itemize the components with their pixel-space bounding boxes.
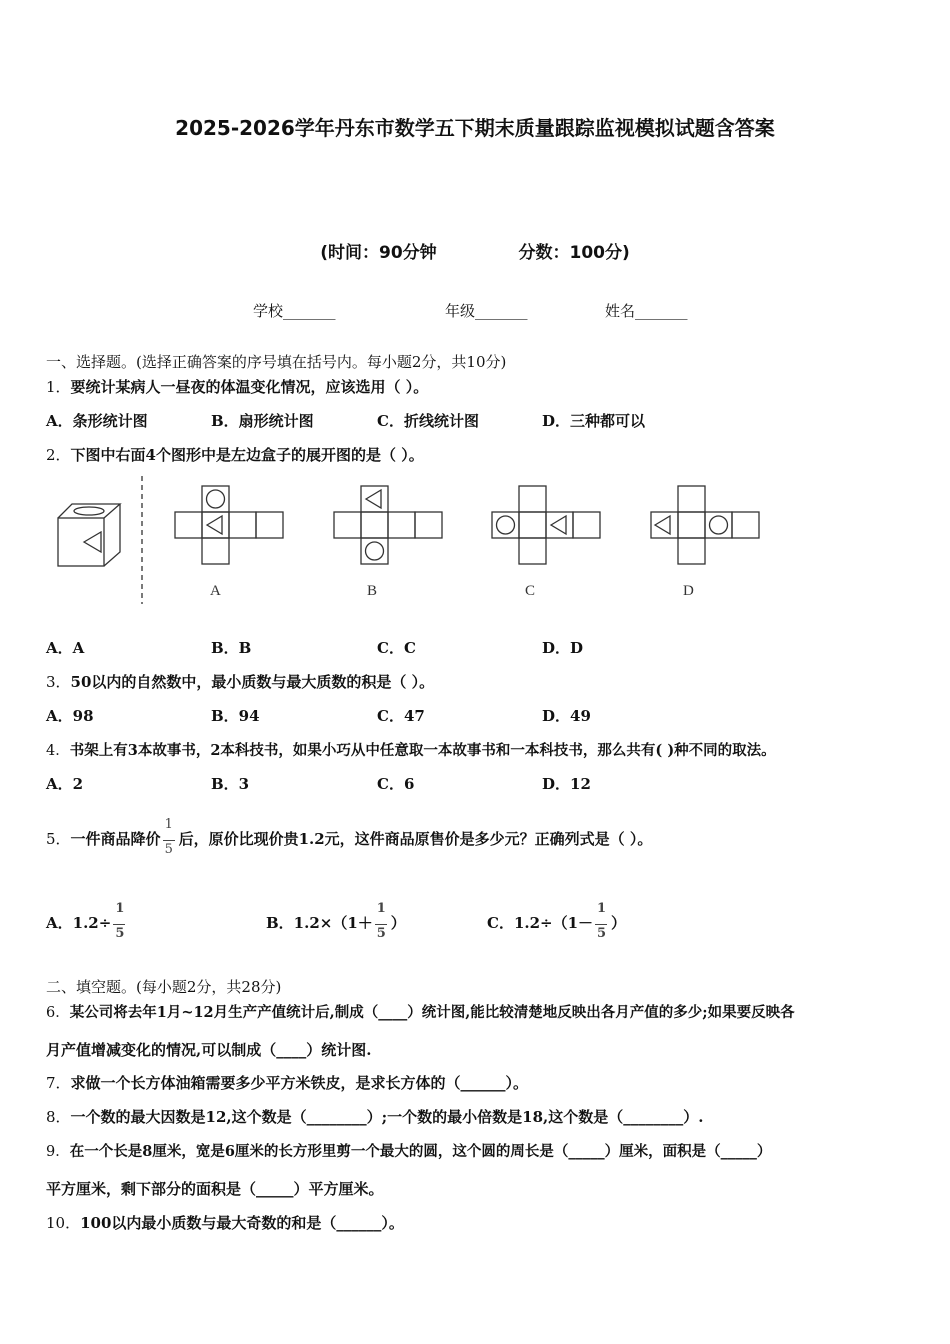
question-number: 1． [46,378,71,396]
q5-option-a[interactable]: A．1.2÷ $\frac{1}{5}$ [46,907,129,941]
question-9 [46,1140,771,1161]
question-number: 5． [46,830,71,848]
question-6-continued: 月产值增减变化的情况,可以制成（____）统计图. [46,1041,372,1059]
question-number: 8． [46,1108,71,1126]
page-title: 2025-2026学年丹东市数学五下期末质量跟踪监视模拟试题含答案 [175,116,775,140]
q1-option-c[interactable]: C．折线统计图 [377,412,479,430]
question-text-end: 后，原价比现价贵1.2元，这件商品原售价是多少元？正确列式是（ ）。 [178,830,653,848]
q3-option-a[interactable]: A．98 [46,707,94,725]
fraction-one-fifth: $\frac{1}{5}$ [376,901,386,941]
figure-label-c: C [525,583,536,599]
q3-option-b[interactable]: B．94 [211,707,260,725]
question-text: 某公司将去年1月~12月生产产值统计后,制成（____）统计图,能比较清楚地反映出各月产值的多少;如果要反映各 [69,1004,795,1021]
question-number: 2． [46,446,71,464]
q4-option-a[interactable]: A．2 [46,775,84,793]
q4-option-c[interactable]: C．6 [377,775,415,793]
question-number: 7． [46,1074,71,1092]
q4-option-d[interactable]: D．12 [542,775,591,793]
net-b [334,486,442,564]
question-10 [46,1212,404,1233]
question-number: 3． [46,673,71,691]
question-number: 4． [46,743,70,759]
q1-option-d[interactable]: D．三种都可以 [542,412,646,430]
figure-label-a: A [210,583,221,599]
question-5 [46,817,653,857]
figure-label-b: B [367,583,378,599]
question-text: 求做一个长方体油箱需要多少平方米铁皮，是求长方体的（______）。 [70,1074,529,1092]
q5-option-c[interactable]: C．1.2÷（1－ $\frac{1}{5}$ ） [487,901,627,941]
question-3 [46,671,434,692]
question-text: 下图中右面4个图形中是左边盒子的展开图的是（ ）。 [70,446,424,464]
fraction-one-fifth: $\frac{1}{5}$ [164,817,173,857]
q3-option-c[interactable]: C．47 [377,707,425,725]
section2-header: 二、填空题。(每小题2分，共28分) [46,978,282,996]
question-7 [46,1072,528,1093]
question-2 [46,444,424,465]
question-text: 100以内最小质数与最大奇数的和是（______）。 [80,1214,404,1232]
figure-label-d: D [683,583,694,599]
question-9-continued: 平方厘米，剩下部分的面积是（_____）平方厘米。 [46,1180,384,1198]
q2-option-d[interactable]: D．D [542,639,584,657]
question-6 [46,1001,795,1022]
exam-info [0,238,950,263]
time-info: (时间：90分钟 [320,243,437,263]
q5-option-b[interactable]: B．1.2×（1＋ $\frac{1}{5}$ ） [266,901,406,941]
q4-option-b[interactable]: B．3 [211,775,250,793]
question-text-start: 一件商品降价 [70,830,161,848]
question-text: 一个数的最大因数是12,这个数是（________）;一个数的最小倍数是18,这个数是（________）. [70,1108,704,1126]
question-text: 在一个长是8厘米，宽是6厘米的长方形里剪一个最大的圆，这个圆的周长是（_____）厘米，面积是（_____） [69,1143,772,1160]
net-a [175,486,283,564]
question-4 [46,739,776,760]
question-number: 10． [46,1214,81,1232]
question-8 [46,1106,704,1127]
question-text: 要统计某病人一昼夜的体温变化情况，应该选用（ ）。 [70,378,429,396]
question-number: 9． [46,1144,70,1160]
q1-option-a[interactable]: A．条形统计图 [46,412,148,430]
score-info: 分数：100分) [518,243,630,263]
q2-option-b[interactable]: B．B [211,639,252,657]
question-1 [46,376,428,397]
fraction-one-fifth: $\frac{1}{5}$ [597,901,607,941]
question-number: 6． [46,1005,70,1021]
school-field[interactable]: 学校_______ [253,302,336,320]
q1-option-b[interactable]: B．扇形统计图 [211,412,314,430]
net-c [492,486,600,564]
box-net-figure [40,470,780,610]
name-field[interactable]: 姓名_______ [605,302,688,320]
fraction-one-fifth: $\frac{1}{5}$ [115,901,125,941]
q3-option-d[interactable]: D．49 [542,707,591,725]
q2-option-c[interactable]: C．C [377,639,416,657]
net-d [651,486,759,564]
section1-header: 一、选择题。(选择正确答案的序号填在括号内。每小题2分，共10分) [46,353,507,371]
question-text: 书架上有3本故事书，2本科技书，如果小巧从中任意取一本故事书和一本科技书，那么共有( )种不同的取法。 [69,742,776,759]
question-text: 50以内的自然数中，最小质数与最大质数的积是（ ）。 [70,673,435,691]
grade-field[interactable]: 年级_______ [445,302,528,320]
cube-box [58,504,120,566]
q2-option-a[interactable]: A．A [46,639,85,657]
